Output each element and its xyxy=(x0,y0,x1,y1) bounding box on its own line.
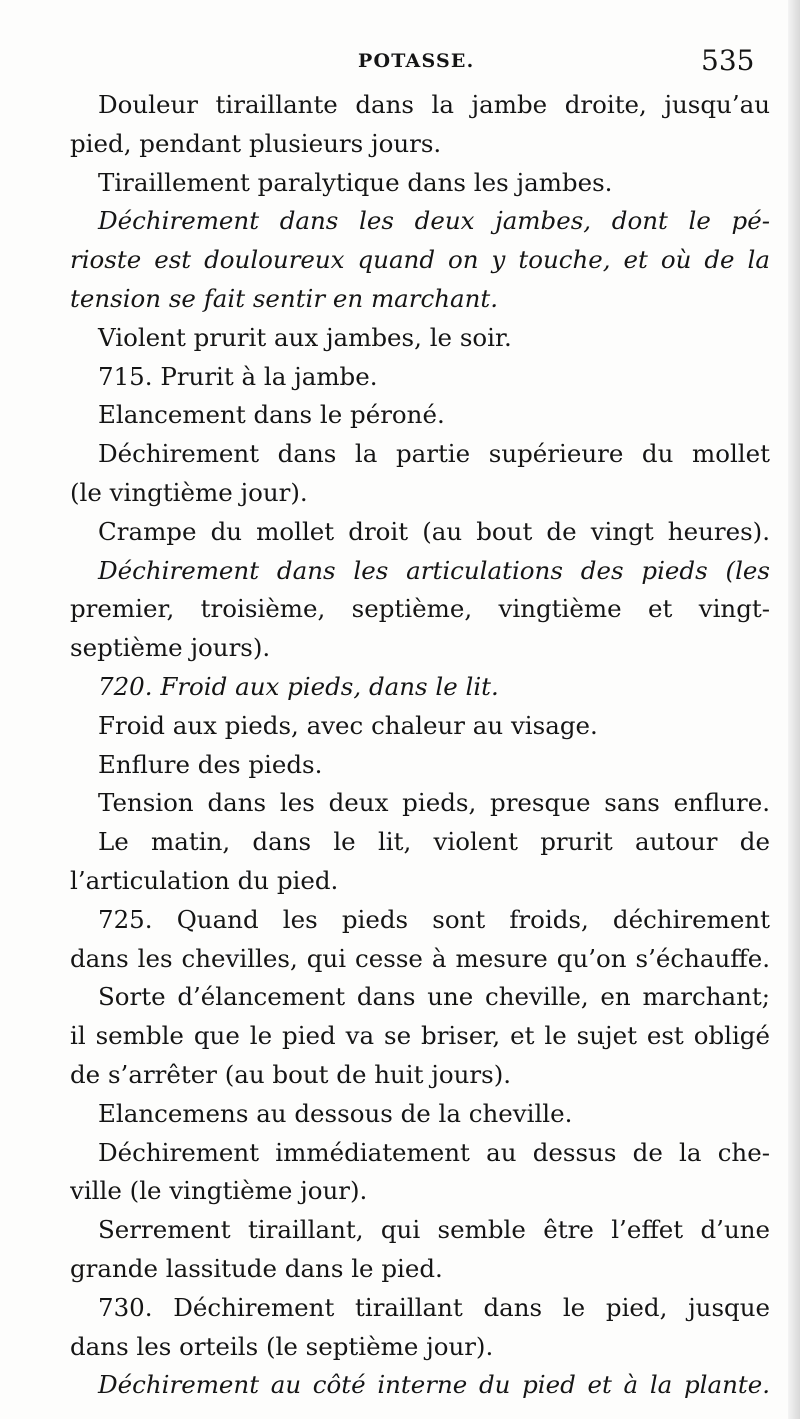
text-line: Déchirement immédiatement au dessus de la che- xyxy=(98,1137,770,1167)
text-line: dans les orteils (le septième jour). xyxy=(70,1331,494,1361)
text-line: 725. Quand les pieds sont froids, déchirement xyxy=(98,904,770,934)
text-line: de s’arrêter (au bout de huit jours). xyxy=(70,1059,512,1089)
text-line: l’articulation du pied. xyxy=(70,865,339,895)
text-line: Tiraillement paralytique dans les jambes. xyxy=(98,167,613,197)
text-line: pied, pendant plusieurs jours. xyxy=(70,128,442,158)
text-line: Enflure des pieds. xyxy=(98,749,323,779)
text-line: Elancemens au dessous de la cheville. xyxy=(98,1098,573,1128)
text-line: Le matin, dans le lit, violent prurit autour de xyxy=(98,827,770,857)
text-line: 715. Prurit à la jambe. xyxy=(98,361,378,391)
text-line: Elancement dans le péroné. xyxy=(98,400,445,430)
text-line: Crampe du mollet droit (au bout de vingt heures). xyxy=(98,516,770,546)
text-line: 730. Déchirement tiraillant dans le pied, jusque xyxy=(98,1292,770,1322)
text-line: dans les chevilles, qui cesse à mesure qu’on s’échauffe. xyxy=(70,943,770,973)
text-line: Déchirement dans les articulations des pieds (les xyxy=(98,555,770,585)
text-line: il semble que le pied va se briser, et le sujet est obligé xyxy=(70,1021,770,1051)
text-line: Tension dans les deux pieds, presque sans enflure. xyxy=(98,788,770,818)
text-line: premier, troisième, septième, vingtième et vingt- xyxy=(70,594,770,624)
body-text xyxy=(70,86,770,1405)
text-line: Douleur tiraillante dans la jambe droite, jusqu’au xyxy=(98,90,770,119)
text-line: tension se fait sentir en marchant. xyxy=(70,283,499,313)
text-line: Serrement tiraillant, qui semble être l’effet d’une xyxy=(98,1215,770,1245)
page-edge-shadow xyxy=(788,0,800,1419)
text-line: 720. Froid aux pieds, dans le lit. xyxy=(98,671,499,701)
text-line: Déchirement dans la partie supérieure du mollet xyxy=(98,439,770,469)
text-line: grande lassitude dans le pied. xyxy=(70,1253,443,1283)
text-line: (le vingtième jour). xyxy=(70,477,308,507)
text-line: Violent prurit aux jambes, le soir. xyxy=(98,322,512,352)
page-number: 535 xyxy=(701,44,755,77)
page-header xyxy=(0,44,800,84)
text-line: septième jours). xyxy=(70,633,271,663)
running-head: POTASSE. xyxy=(358,50,475,72)
text-line: Déchirement au côté interne du pied et à la plante. xyxy=(98,1370,770,1400)
text-line: ville (le vingtième jour). xyxy=(70,1176,368,1206)
text-line: Froid aux pieds, avec chaleur au visage. xyxy=(98,710,598,740)
text-line: Déchirement dans les deux jambes, dont le pé- xyxy=(98,206,770,236)
text-line: Sorte d’élancement dans une cheville, en marchant; xyxy=(98,982,770,1012)
text-line: rioste est douloureux quand on y touche, et où de la xyxy=(70,245,770,275)
